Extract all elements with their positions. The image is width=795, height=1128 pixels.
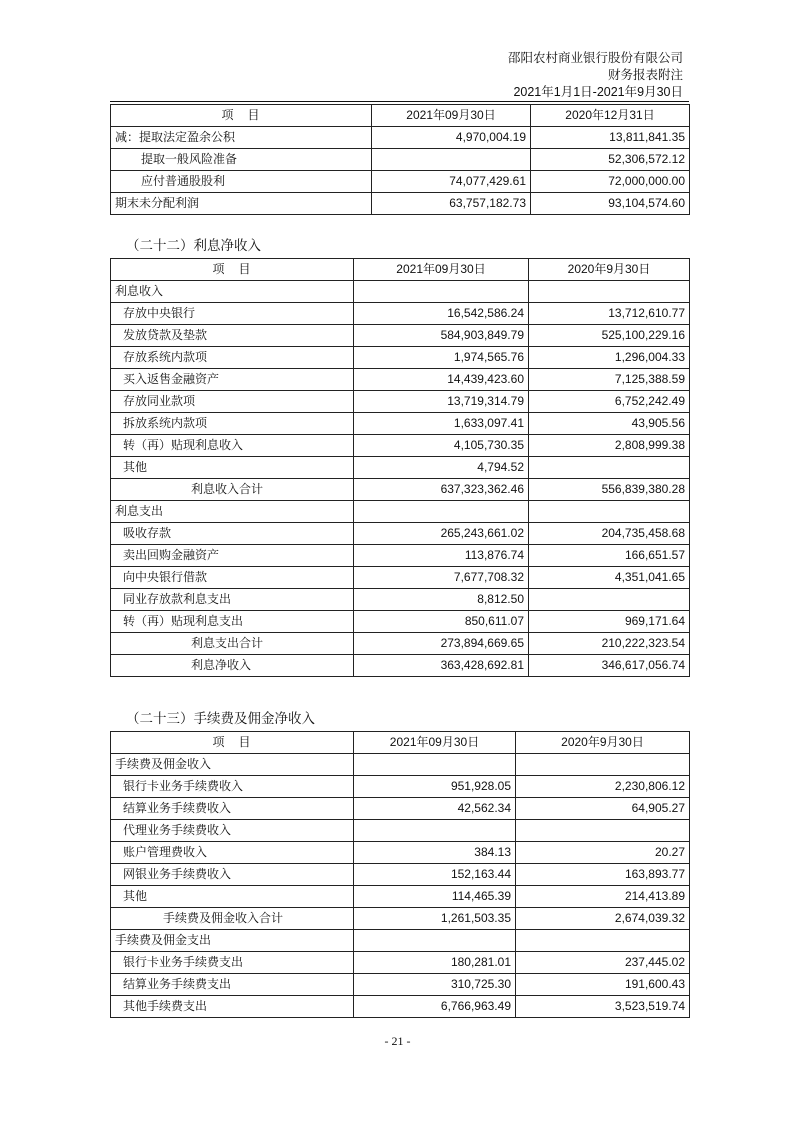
table-row xyxy=(111,391,690,413)
row-label: 拆放系统内款项 xyxy=(111,413,354,435)
table-row xyxy=(111,886,690,908)
table-row-total xyxy=(111,633,690,655)
column-header-2021: 2021年09月30日 xyxy=(372,105,531,127)
value-2021 xyxy=(354,930,516,952)
row-label: 应付普通股股利 xyxy=(111,171,372,193)
value-2021 xyxy=(354,501,529,523)
row-label: 吸收存款 xyxy=(111,523,354,545)
table-row xyxy=(111,820,690,842)
value-2020: 525,100,229.16 xyxy=(529,325,690,347)
row-label: 买入返售金融资产 xyxy=(111,369,354,391)
row-label: 结算业务手续费收入 xyxy=(111,798,354,820)
value-2021: 584,903,849.79 xyxy=(354,325,529,347)
net-interest-income-table xyxy=(110,258,690,677)
table-row xyxy=(111,303,690,325)
table-row xyxy=(111,611,690,633)
value-2021: 114,465.39 xyxy=(354,886,516,908)
row-label: 提取一般风险准备 xyxy=(111,149,372,171)
row-label: 其他 xyxy=(111,886,354,908)
table-header-row xyxy=(111,259,690,281)
report-period: 2021年1月1日-2021年9月30日 xyxy=(513,85,683,99)
value-2021: 273,894,669.65 xyxy=(354,633,529,655)
row-label: 转（再）贴现利息支出 xyxy=(111,611,354,633)
row-label: 手续费及佣金收入合计 xyxy=(111,908,354,930)
value-2021: 1,974,565.76 xyxy=(354,347,529,369)
table-row xyxy=(111,545,690,567)
value-2020: 72,000,000.00 xyxy=(531,171,690,193)
table-row xyxy=(111,798,690,820)
value-2021 xyxy=(354,281,529,303)
value-2021: 180,281.01 xyxy=(354,952,516,974)
row-label: 账户管理费收入 xyxy=(111,842,354,864)
row-label: 其他 xyxy=(111,457,354,479)
value-2021: 384.13 xyxy=(354,842,516,864)
value-2020 xyxy=(516,820,690,842)
section-title-fee: （二十三）手续费及佣金净收入 xyxy=(126,711,315,726)
table-row xyxy=(111,149,690,171)
column-header-2021: 2021年09月30日 xyxy=(354,732,516,754)
table-row xyxy=(111,523,690,545)
table-row xyxy=(111,457,690,479)
table-row xyxy=(111,281,690,303)
value-2020: 2,808,999.38 xyxy=(529,435,690,457)
value-2020 xyxy=(516,754,690,776)
value-2021: 6,766,963.49 xyxy=(354,996,516,1018)
table-row xyxy=(111,589,690,611)
header-rule xyxy=(110,101,689,102)
row-label: 网银业务手续费收入 xyxy=(111,864,354,886)
column-header-2020: 2020年9月30日 xyxy=(516,732,690,754)
value-2021: 8,812.50 xyxy=(354,589,529,611)
row-label: 存放同业款项 xyxy=(111,391,354,413)
table-row xyxy=(111,930,690,952)
table-row xyxy=(111,996,690,1018)
value-2020: 13,811,841.35 xyxy=(531,127,690,149)
column-header-item: 项 目 xyxy=(111,259,354,281)
table-row xyxy=(111,435,690,457)
value-2020: 1,296,004.33 xyxy=(529,347,690,369)
value-2021: 1,261,503.35 xyxy=(354,908,516,930)
value-2020: 13,712,610.77 xyxy=(529,303,690,325)
value-2020: 43,905.56 xyxy=(529,413,690,435)
row-label: 期末未分配利润 xyxy=(111,193,372,215)
row-label: 同业存放款利息支出 xyxy=(111,589,354,611)
value-2021: 42,562.34 xyxy=(354,798,516,820)
value-2021: 63,757,182.73 xyxy=(372,193,531,215)
row-label: 利息支出 xyxy=(111,501,354,523)
row-label: 利息净收入 xyxy=(111,655,354,677)
row-label: 利息收入合计 xyxy=(111,479,354,501)
section-title-interest: （二十二）利息净收入 xyxy=(126,238,261,253)
value-2021: 113,876.74 xyxy=(354,545,529,567)
table-row xyxy=(111,413,690,435)
column-header-2020: 2020年12月31日 xyxy=(531,105,690,127)
value-2020 xyxy=(529,457,690,479)
column-header-item: 项 目 xyxy=(111,732,354,754)
value-2020: 3,523,519.74 xyxy=(516,996,690,1018)
value-2021 xyxy=(354,820,516,842)
value-2021: 637,323,362.46 xyxy=(354,479,529,501)
table-row-total xyxy=(111,908,690,930)
value-2020: 210,222,323.54 xyxy=(529,633,690,655)
net-fee-commission-table xyxy=(110,731,690,1018)
table-row xyxy=(111,842,690,864)
value-2020: 214,413.89 xyxy=(516,886,690,908)
value-2020: 969,171.64 xyxy=(529,611,690,633)
row-label: 手续费及佣金收入 xyxy=(111,754,354,776)
table-row xyxy=(111,347,690,369)
column-header-item: 项 目 xyxy=(111,105,372,127)
value-2021: 850,611.07 xyxy=(354,611,529,633)
value-2020 xyxy=(529,589,690,611)
row-label: 存放系统内款项 xyxy=(111,347,354,369)
value-2021: 74,077,429.61 xyxy=(372,171,531,193)
value-2021 xyxy=(372,149,531,171)
row-label: 利息收入 xyxy=(111,281,354,303)
value-2020: 93,104,574.60 xyxy=(531,193,690,215)
table-row xyxy=(111,567,690,589)
value-2021: 1,633,097.41 xyxy=(354,413,529,435)
column-header-2021: 2021年09月30日 xyxy=(354,259,529,281)
value-2021: 4,105,730.35 xyxy=(354,435,529,457)
row-label: 银行卡业务手续费收入 xyxy=(111,776,354,798)
value-2021: 152,163.44 xyxy=(354,864,516,886)
value-2020: 4,351,041.65 xyxy=(529,567,690,589)
document-title: 财务报表附注 xyxy=(607,68,683,82)
value-2020: 64,905.27 xyxy=(516,798,690,820)
value-2020 xyxy=(529,501,690,523)
row-label: 卖出回购金融资产 xyxy=(111,545,354,567)
row-label: 其他手续费支出 xyxy=(111,996,354,1018)
value-2020: 556,839,380.28 xyxy=(529,479,690,501)
value-2020: 166,651.57 xyxy=(529,545,690,567)
row-label: 转（再）贴现利息收入 xyxy=(111,435,354,457)
value-2021: 14,439,423.60 xyxy=(354,369,529,391)
row-label: 银行卡业务手续费支出 xyxy=(111,952,354,974)
value-2021: 16,542,586.24 xyxy=(354,303,529,325)
table-header-row xyxy=(111,105,690,127)
row-label: 代理业务手续费收入 xyxy=(111,820,354,842)
table-row xyxy=(111,501,690,523)
table-row xyxy=(111,754,690,776)
row-label: 手续费及佣金支出 xyxy=(111,930,354,952)
value-2020: 163,893.77 xyxy=(516,864,690,886)
table-row-total xyxy=(111,479,690,501)
value-2020: 52,306,572.12 xyxy=(531,149,690,171)
value-2021: 4,970,004.19 xyxy=(372,127,531,149)
value-2021: 265,243,661.02 xyxy=(354,523,529,545)
retained-earnings-table xyxy=(110,104,690,215)
table-row xyxy=(111,127,690,149)
value-2020: 2,230,806.12 xyxy=(516,776,690,798)
row-label: 向中央银行借款 xyxy=(111,567,354,589)
row-label: 利息支出合计 xyxy=(111,633,354,655)
value-2020: 7,125,388.59 xyxy=(529,369,690,391)
value-2021: 7,677,708.32 xyxy=(354,567,529,589)
row-label: 发放贷款及垫款 xyxy=(111,325,354,347)
table-row xyxy=(111,369,690,391)
row-label: 存放中央银行 xyxy=(111,303,354,325)
table-row xyxy=(111,776,690,798)
value-2020: 204,735,458.68 xyxy=(529,523,690,545)
table-row-total xyxy=(111,655,690,677)
table-header-row xyxy=(111,732,690,754)
row-label: 减：提取法定盈余公积 xyxy=(111,127,372,149)
table-row xyxy=(111,952,690,974)
value-2020: 191,600.43 xyxy=(516,974,690,996)
value-2021: 13,719,314.79 xyxy=(354,391,529,413)
table-row xyxy=(111,171,690,193)
value-2020 xyxy=(529,281,690,303)
value-2021: 363,428,692.81 xyxy=(354,655,529,677)
table-row xyxy=(111,193,690,215)
value-2020: 6,752,242.49 xyxy=(529,391,690,413)
column-header-2020: 2020年9月30日 xyxy=(529,259,690,281)
value-2020: 2,674,039.32 xyxy=(516,908,690,930)
value-2020: 346,617,056.74 xyxy=(529,655,690,677)
company-name: 邵阳农村商业银行股份有限公司 xyxy=(507,51,683,65)
value-2021 xyxy=(354,754,516,776)
table-row xyxy=(111,864,690,886)
value-2021: 4,794.52 xyxy=(354,457,529,479)
page-header xyxy=(508,50,683,101)
row-label: 结算业务手续费支出 xyxy=(111,974,354,996)
value-2021: 310,725.30 xyxy=(354,974,516,996)
value-2020: 20.27 xyxy=(516,842,690,864)
table-row xyxy=(111,974,690,996)
table-row xyxy=(111,325,690,347)
page-number: - 21 - xyxy=(384,1034,411,1048)
value-2021: 951,928.05 xyxy=(354,776,516,798)
value-2020 xyxy=(516,930,690,952)
value-2020: 237,445.02 xyxy=(516,952,690,974)
